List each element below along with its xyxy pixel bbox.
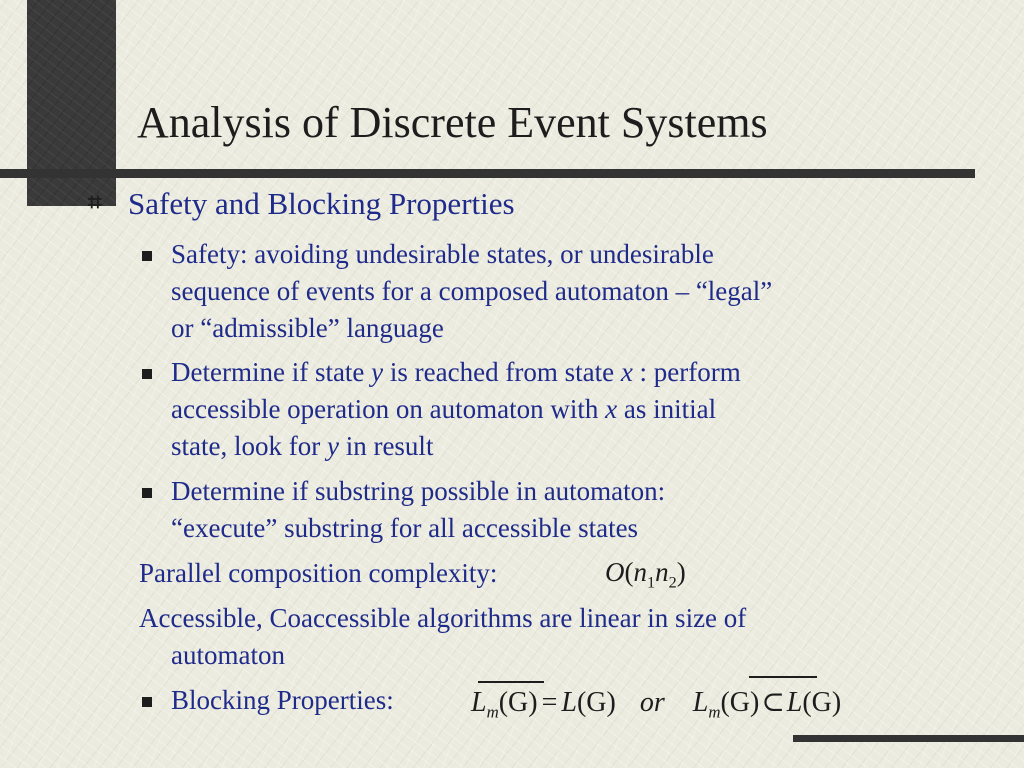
bullet-safety [171,236,931,347]
text-line: “execute” substring for all accessible states [171,513,639,543]
complexity-formula: $O(n_1n_2)$ [605,557,686,592]
title-rule [0,169,975,178]
square-bullet-icon [142,251,152,261]
hash-bullet-icon: ⌗ [88,188,102,216]
text-line: state, look for y in result [171,431,434,461]
text-line: accessible operation on automaton with x as initial [171,394,717,424]
text-line: Determine if substring possible in automaton: [171,476,666,506]
parallel-composition-label: Parallel composition complexity: [139,558,498,588]
prefix-closure-overbar [749,676,817,678]
text-line: or “admissible” language [171,313,444,343]
square-bullet-icon [142,369,152,379]
slide-title: Analysis of Discrete Event Systems [137,98,768,147]
square-bullet-icon [142,488,152,498]
bottom-rule [793,735,1024,742]
text-line: Safety: avoiding undesirable states, or undesirable [171,239,714,269]
accessible-algorithms-text [139,600,746,674]
prefix-closure-overbar [478,681,544,683]
bullet-determine-state [171,354,931,465]
section-heading: Safety and Blocking Properties [128,186,515,221]
text-line: automaton [171,640,285,670]
blocking-formula: $L_m(G) = L(G)$ or $L_m(G)\subset L(G)$ [471,687,842,722]
blocking-properties-label: Blocking Properties: [171,685,394,715]
text-line: sequence of events for a composed automaton – “legal” [171,276,773,306]
text-line: Determine if state y is reached from state x : perform [171,357,741,387]
text-line: Accessible, Coaccessible algorithms are linear in size of [139,603,747,633]
bullet-determine-substring [171,473,931,547]
square-bullet-icon [142,697,152,707]
